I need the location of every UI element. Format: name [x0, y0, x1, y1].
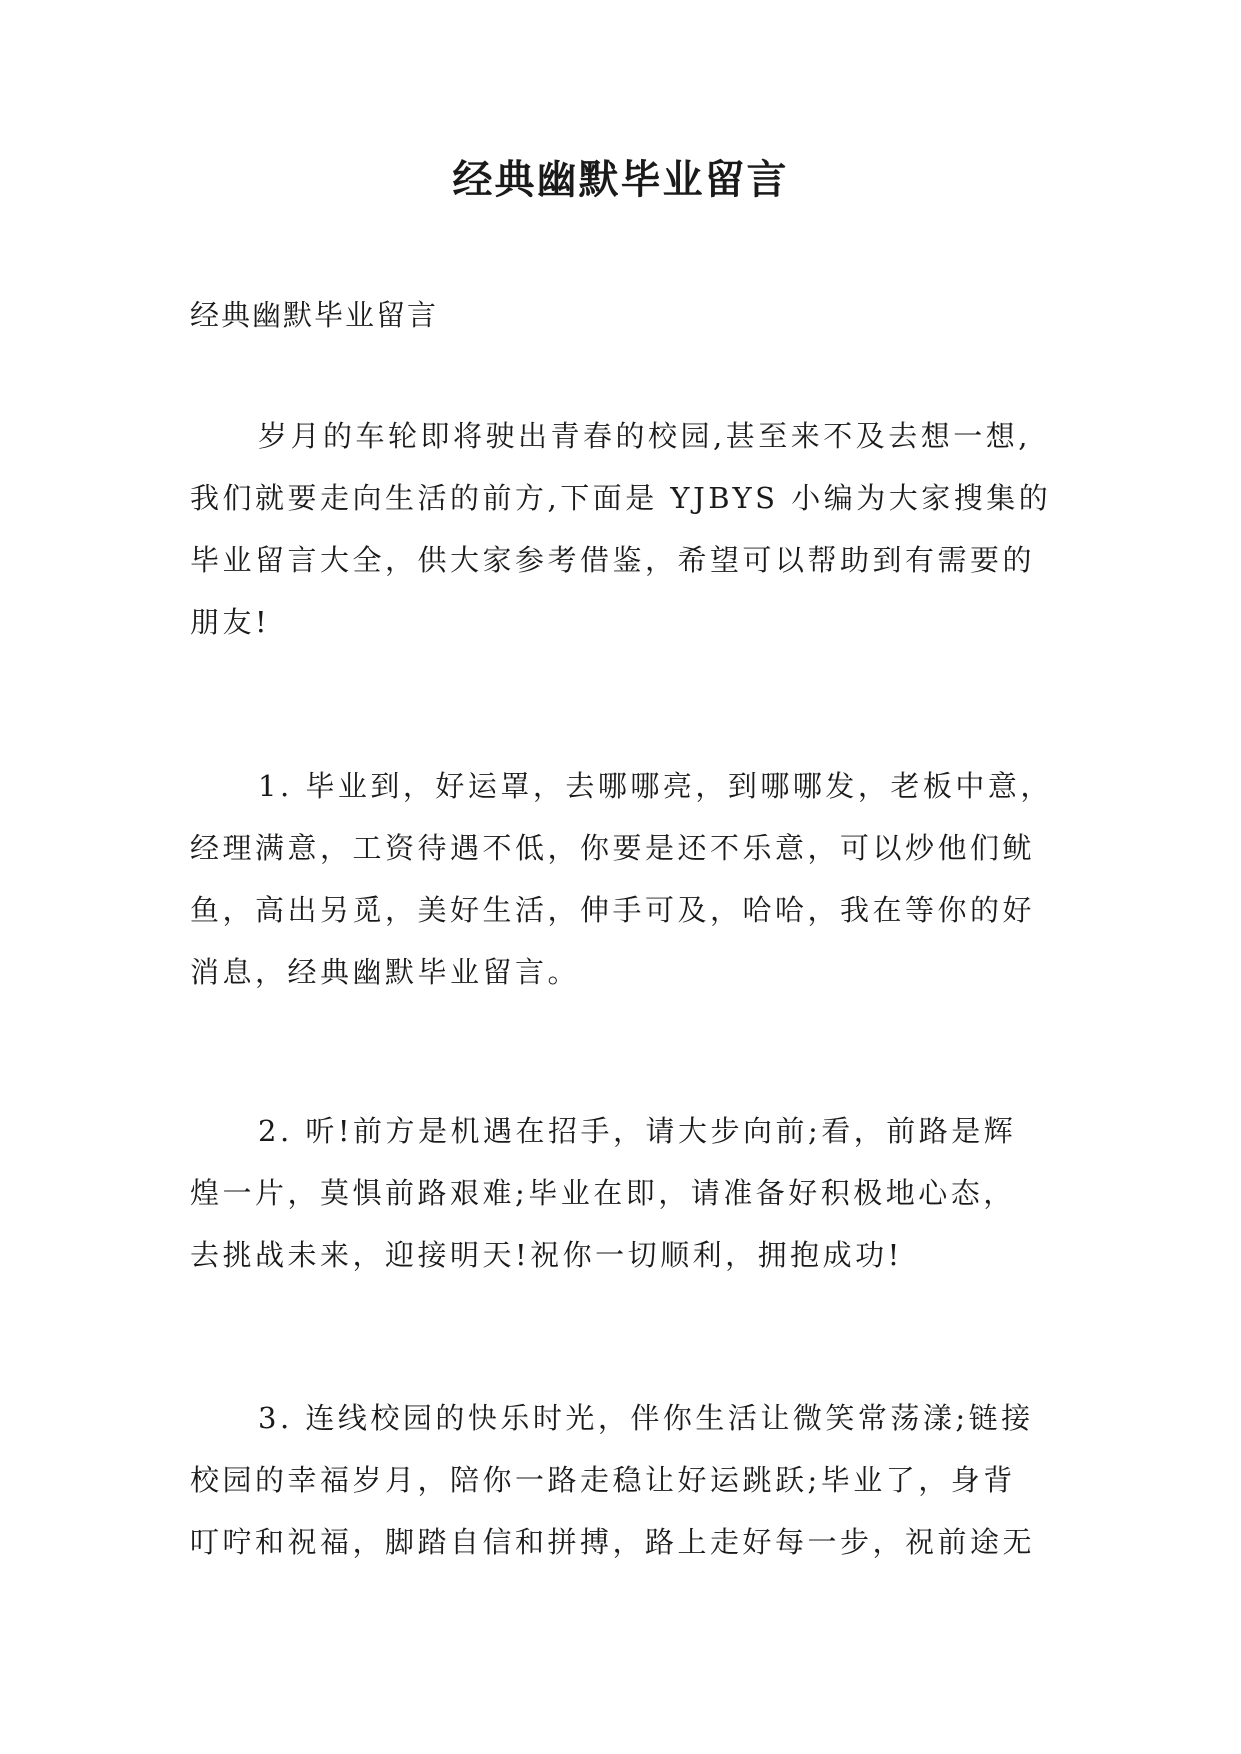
paragraph-line: 经理满意，工资待遇不低，你要是还不乐意，可以炒他们鱿 [190, 831, 1036, 865]
paragraph-line: 煌一片，莫惧前路艰难;毕业在即，请准备好积极地心态， [190, 1176, 1016, 1210]
paragraph-line: 鱼，高出另觅，美好生活，伸手可及，哈哈，我在等你的好 [190, 893, 1036, 927]
intro-paragraph [190, 405, 1070, 653]
paragraph-line: 毕业留言大全，供大家参考借鉴，希望可以帮助到有需要的 [190, 543, 1036, 577]
paragraph-line: 3. 连线校园的快乐时光，伴你生活让微笑常荡漾;链接 [258, 1401, 1034, 1435]
paragraph-line: 岁月的车轮即将驶出青春的校园,甚至来不及去想一想, [258, 419, 1031, 453]
paragraph-line: 叮咛和祝福，脚踏自信和拼搏，路上走好每一步，祝前途无 [190, 1525, 1036, 1559]
paragraph-line: 1. 毕业到，好运罩，去哪哪亮，到哪哪发，老板中意， [258, 769, 1053, 803]
message-paragraph-1 [190, 755, 1070, 1003]
paragraph-line: 朋友! [190, 605, 271, 639]
paragraph-line: 消息，经典幽默毕业留言。 [190, 955, 581, 989]
paragraph-line: 我们就要走向生活的前方,下面是 YJBYS 小编为大家搜集的 [190, 481, 1052, 515]
document-subtitle: 经典幽默毕业留言 [190, 298, 439, 332]
paragraph-line: 去挑战未来，迎接明天!祝你一切顺利，拥抱成功! [190, 1238, 903, 1272]
message-paragraph-3 [190, 1387, 1070, 1573]
message-paragraph-2 [190, 1100, 1070, 1286]
paragraph-line: 校园的幸福岁月，陪你一路走稳让好运跳跃;毕业了，身背 [190, 1463, 1016, 1497]
paragraph-line: 2. 听!前方是机遇在招手，请大步向前;看，前路是辉 [258, 1114, 1017, 1148]
document-title: 经典幽默毕业留言 [452, 156, 789, 203]
